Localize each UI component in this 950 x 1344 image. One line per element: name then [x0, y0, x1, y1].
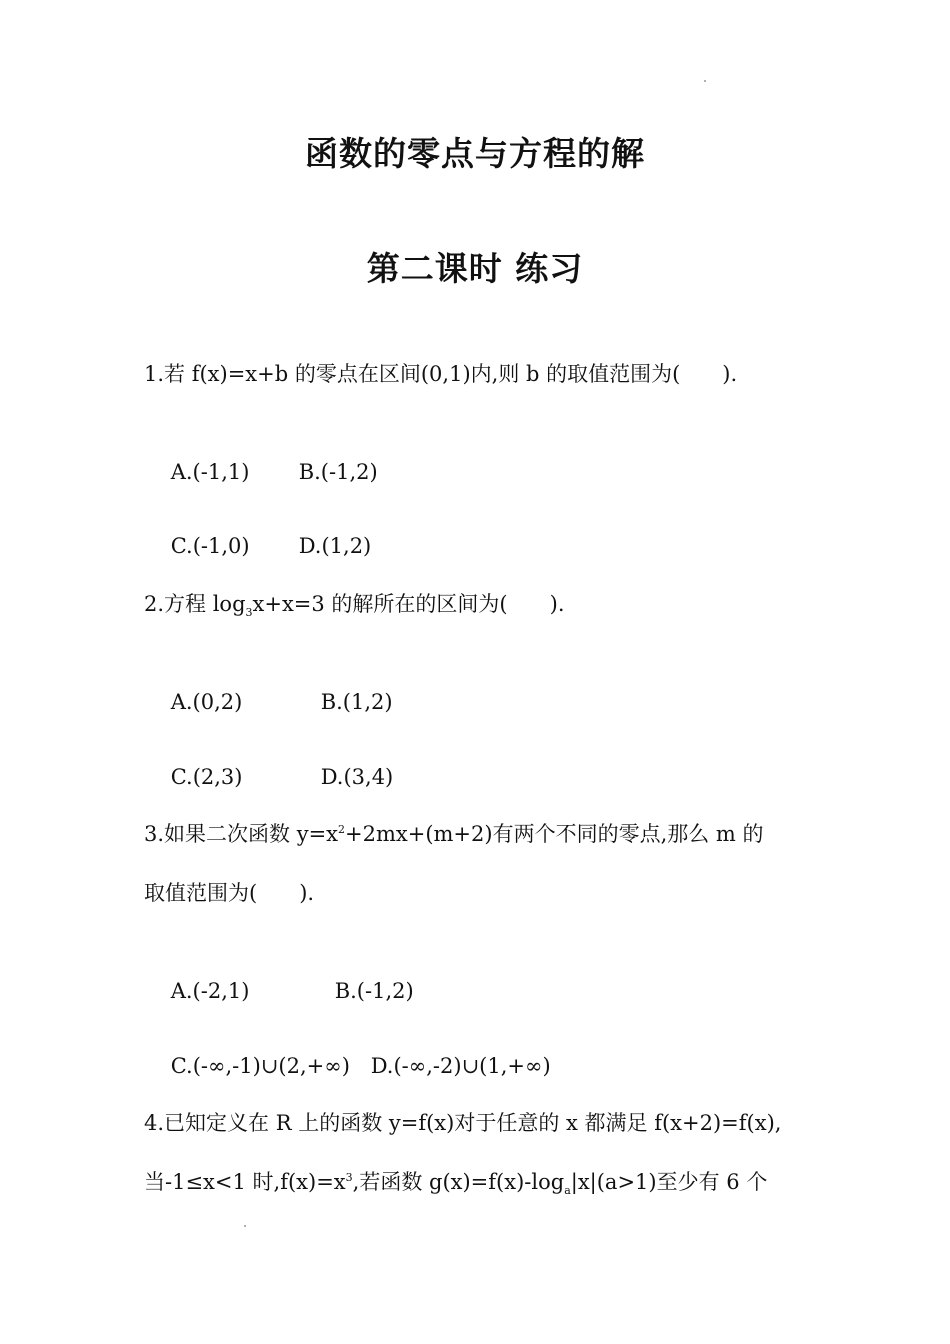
q2-options-row1 — [144, 666, 393, 738]
document-title: 函数的零点与方程的解 — [305, 134, 645, 173]
q4-log-base: a — [564, 1184, 571, 1198]
q1-stem: 1.若 f(x)=x+b 的零点在区间(0,1)内,则 b 的取值范围为( ). — [144, 362, 738, 386]
q2-option-d: D.(3,4) — [320, 765, 394, 789]
q3-option-b: B.(-1,2) — [334, 979, 414, 1003]
scan-speck — [704, 80, 706, 82]
q2-option-c: C.(2,3) — [170, 765, 243, 789]
q1-option-b: B.(-1,2) — [298, 460, 378, 484]
q4-text-a: 当-1≤x<1 时,f(x)=x — [144, 1170, 346, 1194]
q2-stem-text-end: x+x=3 的解所在的区间为( ). — [252, 592, 565, 616]
q1-option-c: C.(-1,0) — [170, 534, 250, 558]
q3-stem — [144, 818, 764, 848]
q2-stem — [144, 588, 565, 618]
q1-options-row2 — [144, 510, 371, 582]
q3-stem-line2: 取值范围为( ). — [144, 881, 315, 905]
q3-option-a: A.(-2,1) — [170, 979, 250, 1003]
q3-option-d: D.(-∞,-2)∪(1,+∞) — [370, 1054, 551, 1078]
q4-stem-line2 — [144, 1166, 767, 1196]
q3-options-row2 — [144, 1030, 551, 1102]
q4-text-b: ,若函数 g(x)=f(x)-log — [352, 1170, 565, 1194]
q3-options-row1 — [144, 955, 414, 1027]
q1-option-a: A.(-1,1) — [170, 460, 250, 484]
q2-log-base: 3 — [245, 606, 253, 620]
q2-options-row2 — [144, 741, 393, 813]
q3-stem-text: 3.如果二次函数 y=x — [144, 822, 339, 846]
q1-options-row1 — [144, 436, 378, 508]
document-subtitle: 第二课时 练习 — [366, 249, 584, 288]
q2-stem-text: 2.方程 log — [144, 592, 246, 616]
q4-stem-line1: 4.已知定义在 R 上的函数 y=f(x)对于任意的 x 都满足 f(x+2)=f(x), — [144, 1111, 782, 1135]
q4-exponent: 3 — [345, 1171, 353, 1184]
q4-text-c: |x|(a>1)至少有 6 个 — [570, 1170, 768, 1194]
q2-option-a: A.(0,2) — [170, 690, 243, 714]
q3-option-c: C.(-∞,-1)∪(2,+∞) — [170, 1054, 350, 1078]
q1-option-d: D.(1,2) — [298, 534, 372, 558]
q3-stem-text-end: +2mx+(m+2)有两个不同的零点,那么 m 的 — [345, 822, 764, 846]
scan-speck — [244, 1225, 246, 1227]
q3-exponent: 2 — [338, 823, 346, 836]
q2-option-b: B.(1,2) — [320, 690, 393, 714]
